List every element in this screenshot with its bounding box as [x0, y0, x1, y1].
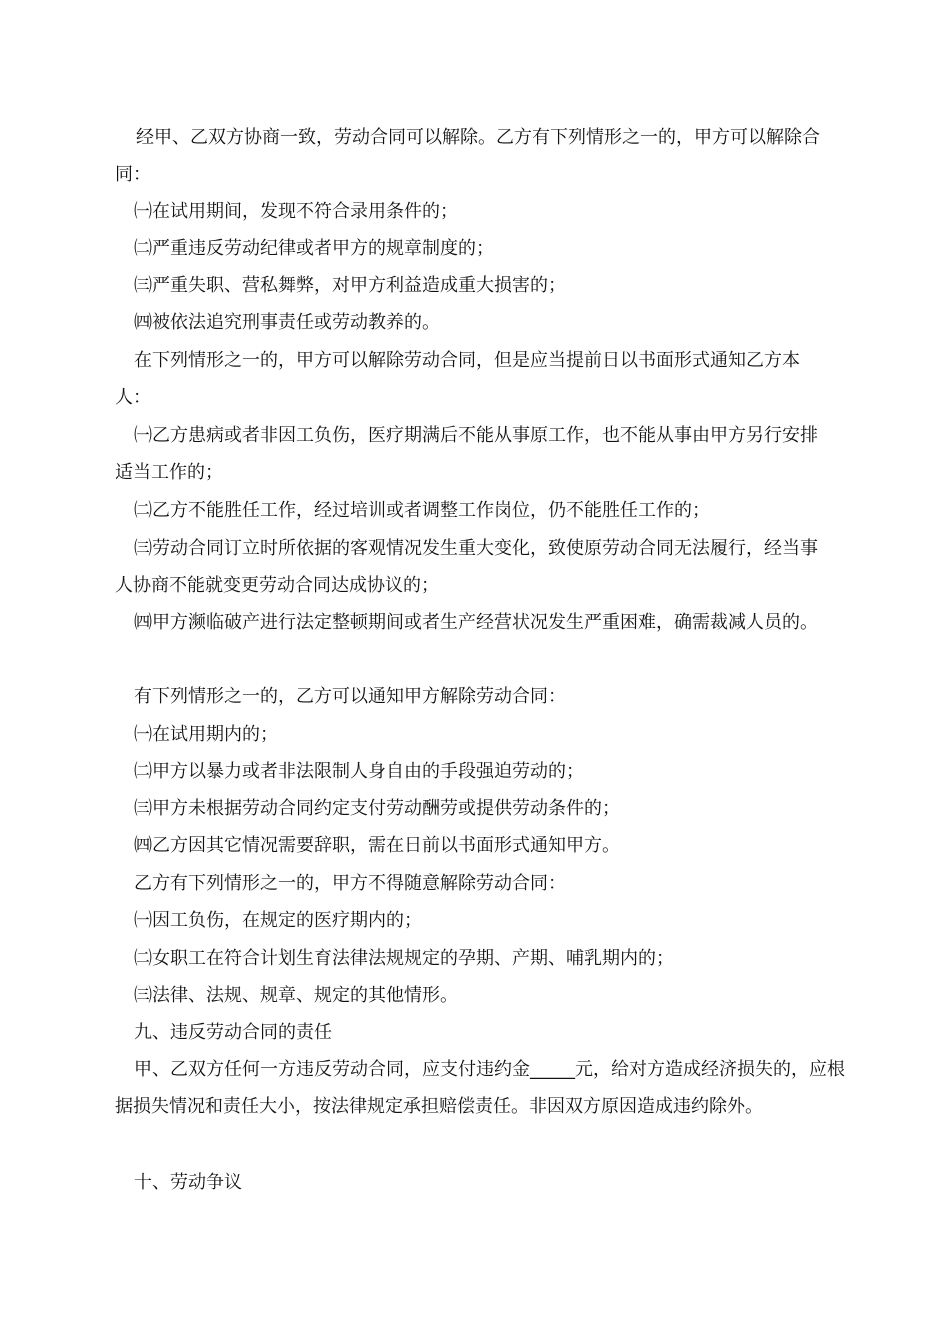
paragraph-employee-termination: 有下列情形之一的，乙方可以通知甲方解除劳动合同： — [134, 686, 566, 707]
list-item: ㈡女职工在符合计划生育法律法规规定的孕期、产期、哺乳期内的； — [134, 948, 674, 969]
list-item: ㈡乙方不能胜任工作，经过培训或者调整工作岗位，仍不能胜任工作的； — [134, 500, 710, 521]
list-item: ㈠乙方患病或者非因工负伤，医疗期满后不能从事原工作，也不能从事由甲方另行安排适当工作的； — [115, 425, 818, 483]
list-item: ㈡甲方以暴力或者非法限制人身自由的手段强迫劳动的； — [134, 761, 584, 782]
paragraph-mutual-termination: 经甲、乙双方协商一致，劳动合同可以解除。乙方有下列情形之一的，甲方可以解除合同： — [115, 127, 820, 185]
list-item: ㈣被依法追究刑事责任或劳动教养的。 — [134, 312, 440, 333]
list-item: ㈢劳动合同订立时所依据的客观情况发生重大变化，致使原劳动合同无法履行，经当事人协商不能就变更劳动合同达成协议的； — [115, 538, 818, 596]
list-item: ㈣甲方濒临破产进行法定整顿期间或者生产经营状况发生严重困难，确需裁减人员的。 — [134, 612, 818, 633]
section-heading-nine: 九、违反劳动合同的责任 — [134, 1022, 332, 1043]
paragraph-liability: 甲、乙双方任何一方违反劳动合同，应支付违约金_____元，给对方造成经济损失的，应根据损失情况和责任大小，按法律规定承担赔偿责任。非因双方原因造成违约除外。 — [115, 1059, 845, 1117]
list-item: ㈢甲方未根据劳动合同约定支付劳动酬劳或提供劳动条件的； — [134, 798, 620, 819]
list-item: ㈠因工负伤，在规定的医疗期内的； — [134, 910, 422, 931]
list-item: ㈢严重失职、营私舞弊，对甲方利益造成重大损害的； — [134, 275, 566, 296]
section-heading-ten: 十、劳动争议 — [134, 1172, 242, 1193]
list-item: ㈢法律、法规、规章、规定的其他情形。 — [134, 985, 458, 1006]
list-item: ㈠在试用期内的； — [134, 724, 278, 745]
paragraph-no-termination: 乙方有下列情形之一的，甲方不得随意解除劳动合同： — [134, 873, 566, 894]
list-item: ㈠在试用期间，发现不符合录用条件的； — [134, 201, 458, 222]
paragraph-notice-termination: 在下列情形之一的，甲方可以解除劳动合同，但是应当提前日以书面形式通知乙方本人： — [115, 350, 800, 408]
list-item: ㈡严重违反劳动纪律或者甲方的规章制度的； — [134, 238, 494, 259]
list-item: ㈣乙方因其它情况需要辞职，需在日前以书面形式通知甲方。 — [134, 835, 620, 856]
